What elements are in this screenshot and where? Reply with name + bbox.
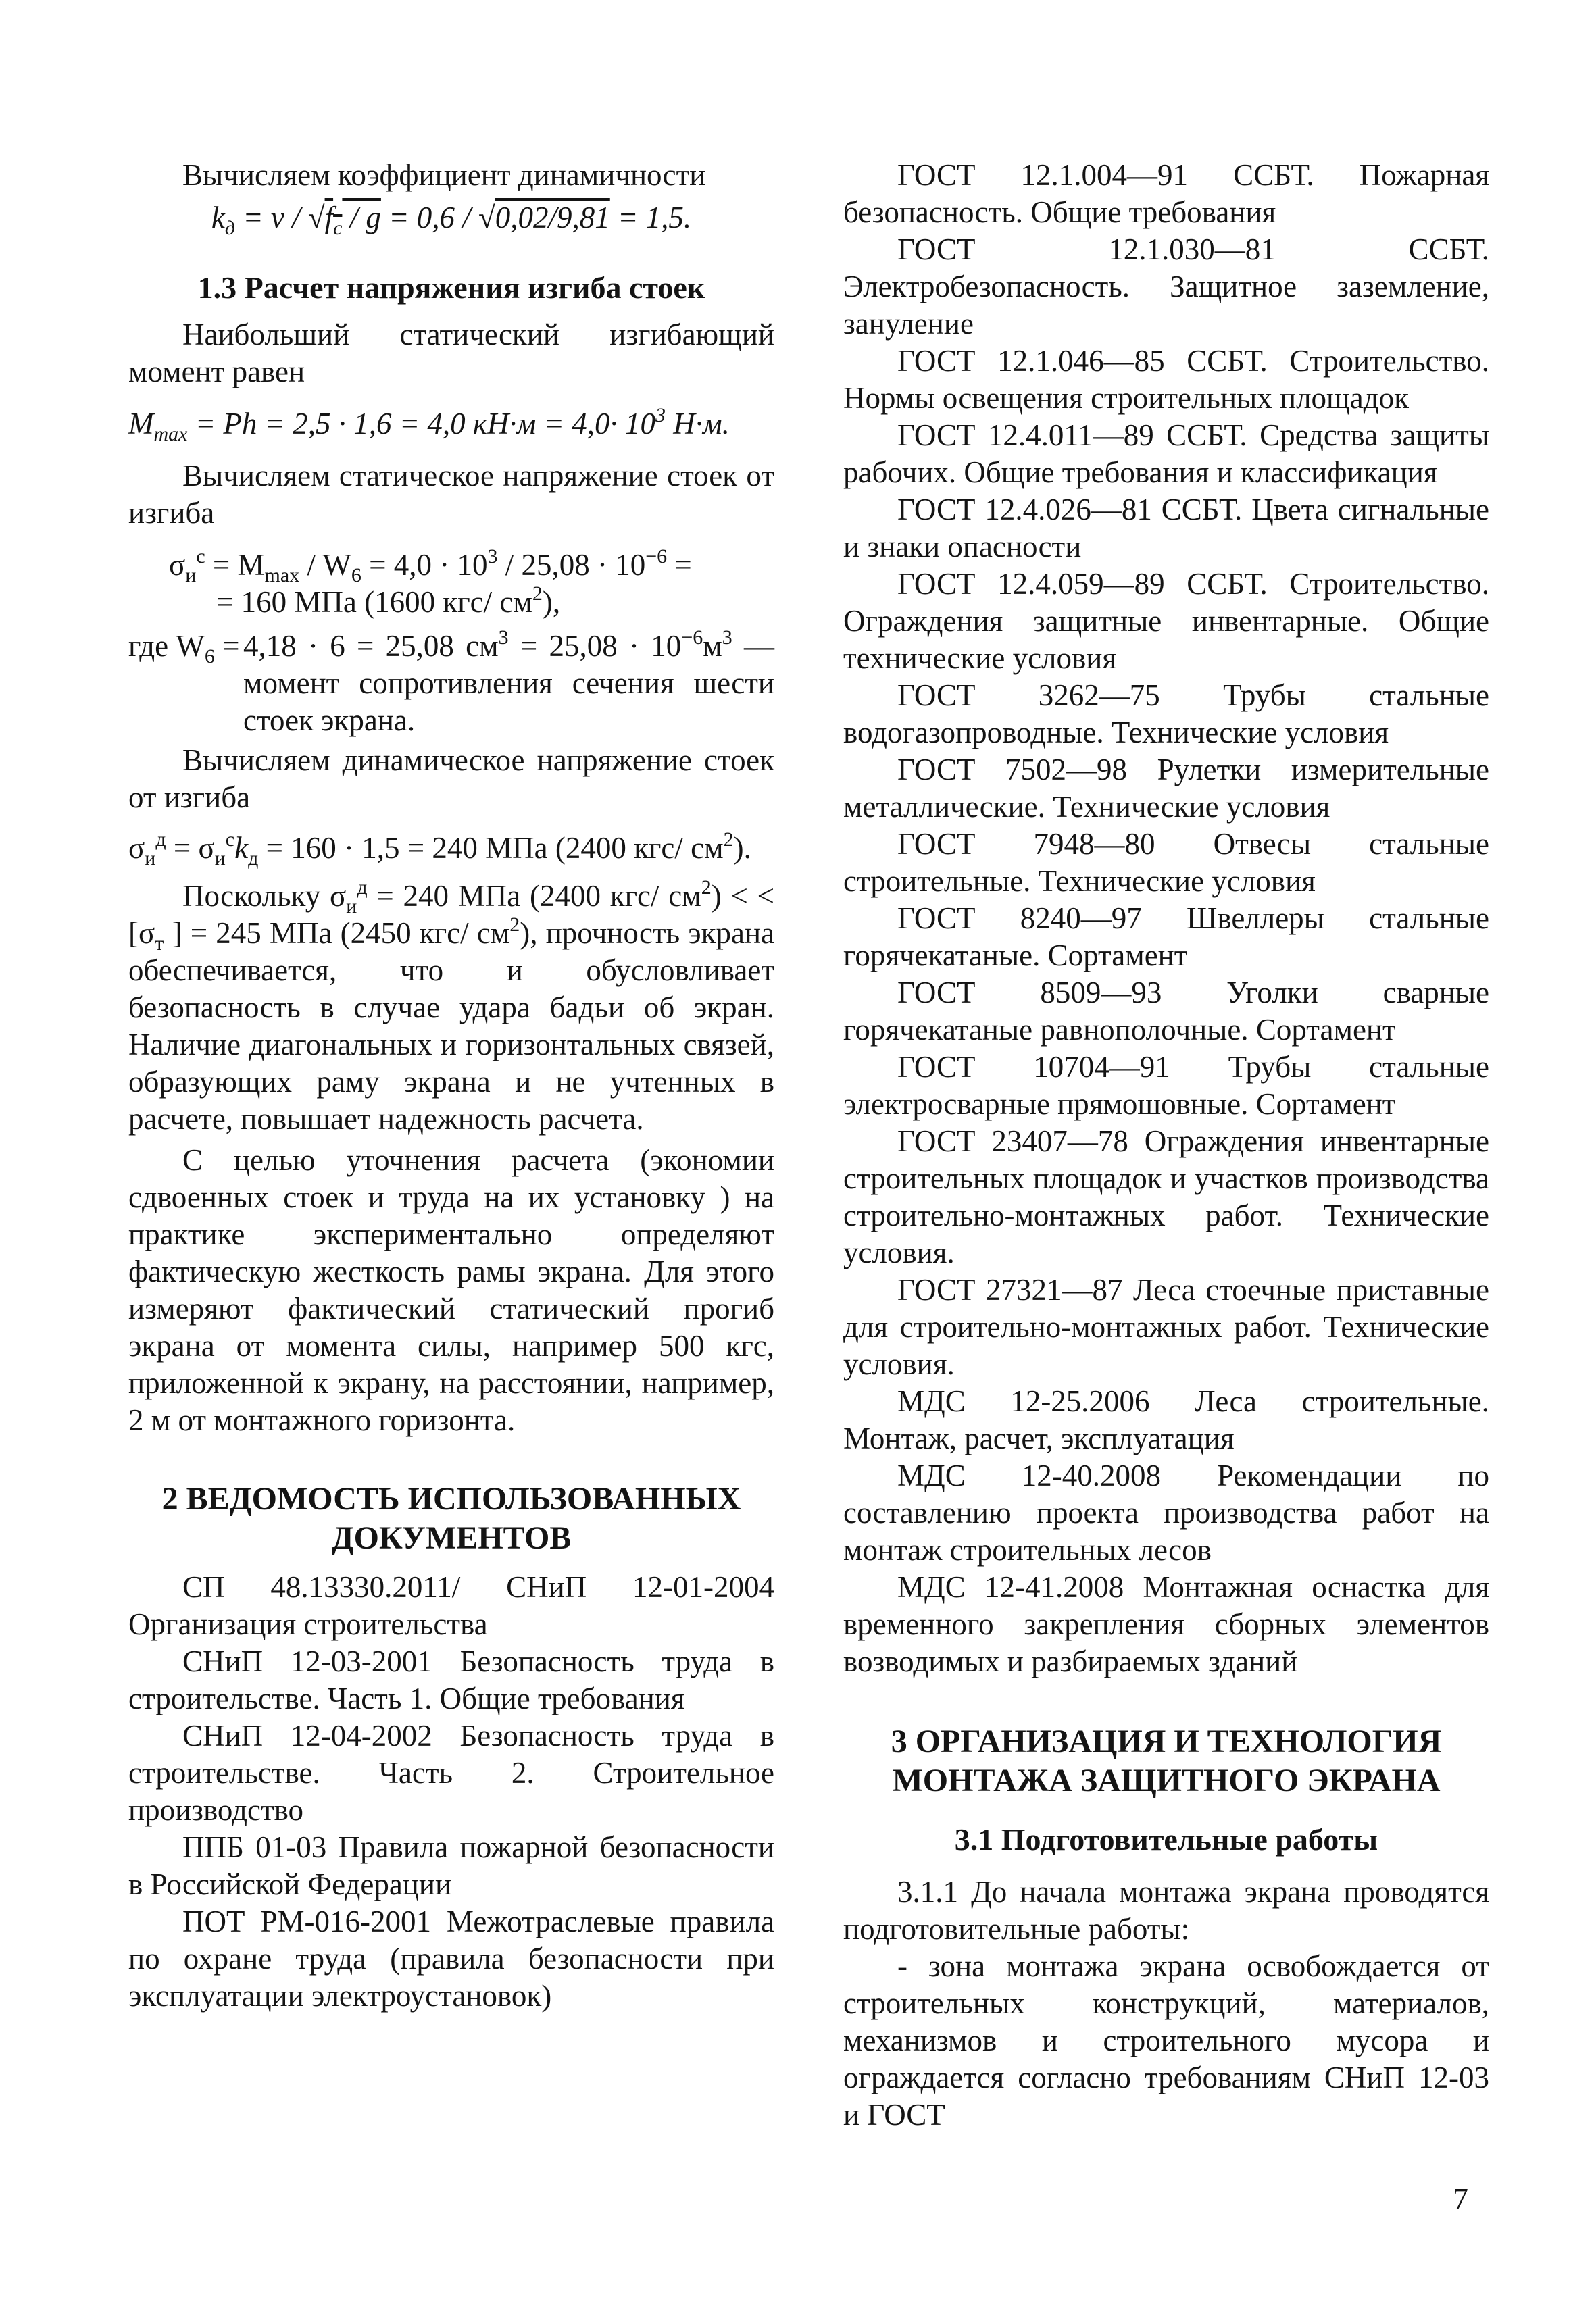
doc-item: СП 48.13330.2011/ СНиП 12-01-2004 Организация строительства: [128, 1570, 774, 1641]
heading-1-3: 1.3 Расчет напряжения изгиба стоек: [197, 270, 705, 305]
paragraph-dyn-coef-intro: Вычисляем коэффициент динамичности: [182, 158, 706, 192]
doc-item: ГОСТ 12.1.046—85 ССБТ. Строительство. Нормы освещения строительных площадок: [843, 344, 1489, 415]
formula-dynamic-stress: $\sigma_и^д = \sigma_и^сk_д = 160 \cdot 1,5 = 240$ МПа (2400 кгс/ $см^2$).: [128, 828, 751, 870]
doc-item: МДС 12-25.2006 Леса строительные. Монтаж, расчет, эксплуатация: [843, 1384, 1489, 1455]
paragraph-max-moment: Наибольший статический изгибающий момент равен: [128, 318, 774, 388]
paragraph-static-stress: Вычисляем статическое напряжение стоек от изгиба: [128, 459, 774, 530]
list-item: - зона монтажа экрана освобождается от строительных конструкций, материалов, механизмов и строительного мусора и ограждается согласно требованиям СНиП 12-03 и ГОСТ: [843, 1949, 1489, 2132]
doc-item: ГОСТ 27321—87 Леса стоечные приставные для строительно-монтажных работ. Технические условия.: [843, 1273, 1489, 1381]
doc-item: МДС 12-41.2008 Монтажная оснастка для временного закрепления сборных элементов возводимых и разбираемых зданий: [843, 1570, 1489, 1678]
paragraph-refine-calculation: С целью уточнения расчета (экономии сдвоенных стоек и труда на их установку ) на практике экспериментально определяют фактическую жесткость рамы экрана. Для этого измеряют фактический статический прогиб экрана от момента силы, например 500 кгс, приложенной к экрану, на расстоянии, например, 2 м от монтажного горизонта.: [128, 1143, 774, 1437]
heading-3: 3 ОРГАНИЗАЦИЯ И ТЕХНОЛОГИЯ МОНТАЖА ЗАЩИТНОГО ЭКРАНА: [891, 1724, 1442, 1799]
doc-item: ГОСТ 12.4.059—89 ССБТ. Строительство. Ограждения защитные инвентарные. Общие технические условия: [843, 567, 1489, 675]
doc-item: ГОСТ 7502—98 Рулетки измерительные металлические. Технические условия: [843, 753, 1489, 824]
doc-item: ГОСТ 3262—75 Трубы стальные водогазопроводные. Технические условия: [843, 678, 1489, 749]
doc-item: ППБ 01-03 Правила пожарной безопасности в Российской Федерации: [128, 1830, 774, 1901]
left-column: [128, 157, 774, 2015]
doc-item: ПОТ РМ-016-2001 Межотраслевые правила по охране труда (правила безопасности при эксплуатации электроустановок): [128, 1905, 774, 2013]
formula-static-stress-line2: = 160 МПа (1600 кгс/ $см^2$),: [216, 582, 561, 619]
paragraph-3-1-1: 3.1.1 До начала монтажа экрана проводятся подготовительные работы:: [843, 1875, 1489, 1946]
where-definition: где $W_6$ = 4,18 · 6 = 25,08 $см^3 = 25,08 \cdot 10^{-6}м^3$ — момент сопротивления сечения шести стоек экрана.: [128, 626, 774, 737]
formula-dynamic-coefficient: $k_д = v / √f_с / g = 0,6 / √0,02/9,81 = 1,5$.: [211, 201, 692, 239]
doc-item: СНиП 12-03-2001 Безопасность труда в строительстве. Часть 1. Общие требования: [128, 1644, 774, 1715]
doc-item: ГОСТ 10704—91 Трубы стальные электросварные прямошовные. Сортамент: [843, 1050, 1489, 1121]
doc-item: СНиП 12-04-2002 Безопасность труда в строительстве. Часть 2. Строительное производство: [128, 1719, 774, 1827]
formula-static-stress-line1: $\sigma_и^с = M_{max} / W_6 = 4,0 \cdot 10^3 / 25,08 \cdot 10^{-6}$ =: [169, 545, 692, 586]
paragraph-strength-conclusion: Поскольку $\sigma_и^д = 240$ МПа (2400 кгс/ $см^2$) < < [$\sigma_т$ ] = 245 МПа (2450 кгс/ $см^2$), прочность экрана обеспечивается, что и обусловливает безопасность в случае удара бадьи об экран. Наличие диагональных и горизонтальных связей, образующих раму экрана и не учтенных в расчете, повышает надежность расчета.: [128, 876, 774, 1136]
doc-item: ГОСТ 7948—80 Отвесы стальные строительные. Технические условия: [843, 827, 1489, 898]
paragraph-dynamic-stress: Вычисляем динамическое напряжение стоек от изгиба: [128, 743, 774, 814]
right-column: [843, 157, 1489, 2134]
formula-max-moment: $M_{max} = Ph = 2,5 \cdot 1,6 = 4,0$ $кН\cdot м = 4,0\cdot 10^3$ Н·м.: [128, 404, 730, 445]
doc-item: ГОСТ 12.1.030—81 ССБТ. Электробезопасность. Защитное заземление, зануление: [843, 232, 1489, 341]
doc-item: ГОСТ 12.4.026—81 ССБТ. Цвета сигнальные и знаки опасности: [843, 493, 1489, 563]
doc-item: ГОСТ 8240—97 Швеллеры стальные горячекатаные. Сортамент: [843, 901, 1489, 972]
doc-item: ГОСТ 12.4.011—89 ССБТ. Средства защиты рабочих. Общие требования и классификация: [843, 418, 1489, 489]
page-number: 7: [1453, 2182, 1468, 2216]
heading-3-1: 3.1 Подготовительные работы: [954, 1822, 1378, 1857]
doc-item: ГОСТ 8509—93 Уголки сварные горячекатаные равнополочные. Сортамент: [843, 976, 1489, 1047]
doc-item: ГОСТ 12.1.004—91 ССБТ. Пожарная безопасность. Общие требования: [843, 158, 1489, 229]
doc-item: МДС 12-40.2008 Рекомендации по составлению проекта производства работ на монтаж строительных лесов: [843, 1459, 1489, 1567]
heading-2: 2 ВЕДОМОСТЬ ИСПОЛЬЗОВАННЫХ ДОКУМЕНТОВ: [161, 1481, 741, 1556]
doc-item: ГОСТ 23407—78 Ограждения инвентарные строительных площадок и участков производства строительно-монтажных работ. Технические условия.: [843, 1124, 1489, 1269]
